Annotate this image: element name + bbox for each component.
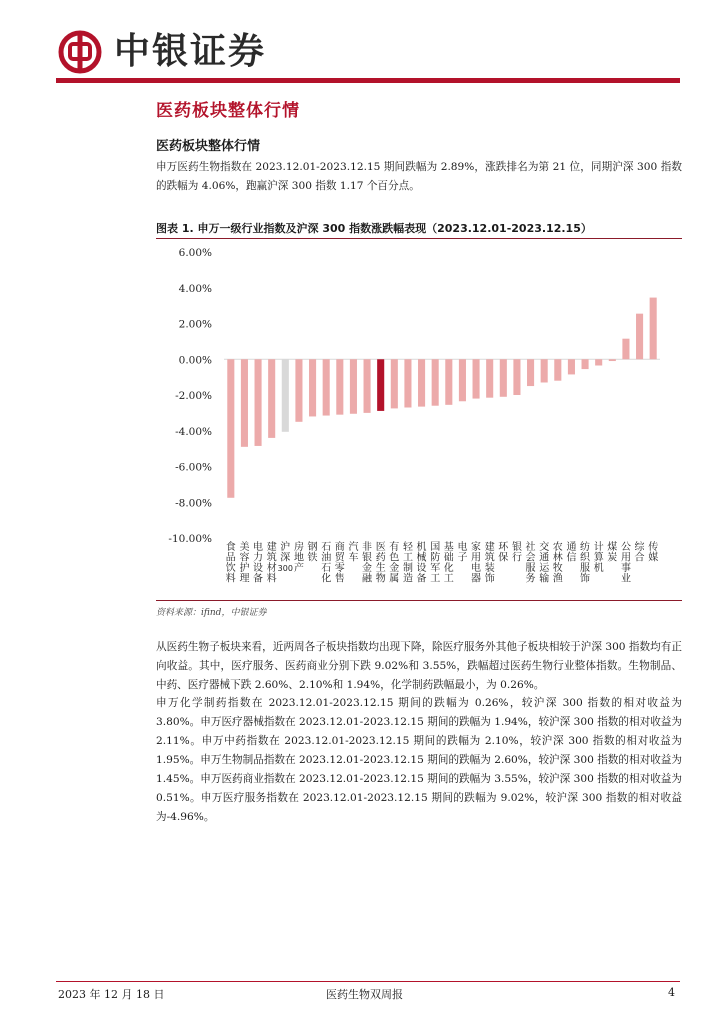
bar-交通运输	[541, 359, 548, 382]
bar-钢铁	[309, 359, 316, 416]
brand-logo	[58, 30, 266, 74]
bar-有色金属	[391, 359, 398, 408]
footer-date: 2023 年 12 月 18 日	[58, 988, 165, 1001]
page-number: 4	[668, 986, 675, 999]
bar-社会服务	[527, 359, 534, 386]
x-tick-label: 有色金属	[389, 542, 400, 585]
x-tick-label: 计算机	[593, 542, 604, 574]
bar-chart	[156, 240, 682, 598]
x-tick-label: 传媒	[648, 542, 659, 564]
x-tick-label: 汽车	[348, 542, 359, 564]
x-tick-label: 石油石化	[321, 542, 332, 585]
figure-source: 资料来源：ifind，中银证券	[156, 608, 267, 618]
y-tick-label: 6.00%	[178, 247, 212, 259]
logo-text: 中银证券	[114, 31, 267, 72]
x-tick-label: 环保	[498, 542, 509, 564]
y-tick-label: -2.00%	[175, 390, 212, 402]
paragraph-subsector: 从医药生物子板块来看，近两周各子板块指数均出现下降，除医疗服务外其他子板块相较于沪深 300 指数均有正向收益。其中，医疗服务、医药商业分别下跌 9.02%和 3.55%，跌幅超过医药生物行业整体指数。生物制品、中药、医疗器械下跌 2.60%、2.10%和 1.94%，化学制药跌幅最小，为 0.26%。	[156, 641, 682, 691]
x-tick-label: 综合	[634, 542, 645, 564]
bar-食品饮料	[227, 359, 234, 498]
figure-bottom-rule	[156, 600, 682, 601]
bar-综合	[636, 314, 643, 360]
x-tick-label: 医药生物	[375, 542, 386, 585]
bar-美容护理	[241, 359, 248, 447]
bar-汽车	[350, 359, 357, 414]
x-tick-label: 钢铁	[307, 542, 318, 564]
bar-通信	[568, 359, 575, 374]
y-tick-label: -4.00%	[175, 425, 212, 438]
bar-机械设备	[418, 359, 425, 406]
y-tick-label: -8.00%	[175, 497, 212, 510]
x-tick-label: 银行	[511, 542, 522, 564]
bar-家用电器	[473, 359, 480, 398]
bar-建筑装饰	[486, 359, 493, 397]
x-tick-label: 电力设备	[253, 542, 264, 585]
bar-银行	[513, 359, 520, 395]
paragraph-summary: 申万医药生物指数在 2023.12.01-2023.12.15 期间跌幅为 2.89%，涨跌排名为第 21 位，同期沪深 300 指数的跌幅为 4.06%，跑赢沪深 300 指数 1.17 个百分点。	[156, 161, 682, 192]
bar-电子	[459, 359, 466, 401]
x-tick-label: 家用电器	[471, 542, 482, 585]
x-tick-label: 建筑材料	[266, 542, 277, 585]
y-tick-label: -6.00%	[175, 461, 212, 474]
y-tick-label: 0.00%	[178, 354, 212, 367]
section-title: 医药板块整体行情	[156, 101, 300, 121]
y-tick-label: 2.00%	[178, 318, 212, 331]
x-tick-label: 社会服务	[525, 542, 536, 585]
x-tick-label: 通信	[566, 542, 577, 564]
y-tick-label: -10.00%	[168, 533, 212, 545]
x-tick-label: 机械设备	[416, 542, 427, 585]
x-tick-label: 电子	[457, 542, 468, 564]
bar-电力设备	[255, 359, 262, 446]
bar-计算机	[595, 359, 602, 365]
x-tick-label: 沪深 300	[277, 542, 293, 573]
sub-title: 医药板块整体行情	[156, 139, 261, 154]
bar-纺织服饰	[582, 359, 589, 369]
bar-公用事业	[622, 339, 629, 360]
bar-农林牧渔	[554, 359, 561, 380]
bar-建筑材料	[268, 359, 275, 438]
x-tick-label: 轻工制造	[402, 542, 413, 585]
x-tick-label: 房地产	[293, 542, 304, 574]
x-tick-label: 建筑装饰	[484, 542, 495, 585]
x-tick-label: 公用事业	[620, 542, 631, 585]
bar-医药生物	[377, 359, 384, 411]
bar-轻工制造	[404, 359, 411, 407]
bank-of-china-logo-icon	[58, 30, 102, 74]
x-tick-label: 农林牧渔	[552, 542, 563, 585]
bar-商贸零售	[336, 359, 343, 414]
header-rule	[56, 78, 680, 83]
bar-沪深300	[282, 359, 289, 432]
x-tick-label: 煤炭	[607, 542, 618, 564]
bar-非银金融	[364, 359, 371, 413]
bar-传媒	[650, 298, 657, 360]
y-tick-label: 4.00%	[178, 282, 212, 295]
chart-category-labels	[226, 540, 658, 585]
x-tick-label: 非银金融	[362, 542, 373, 585]
x-tick-label: 纺织服饰	[580, 542, 591, 585]
x-tick-label: 食品饮料	[225, 542, 236, 585]
paragraph-subsector-detail: 申万化学制药指数在 2023.12.01-2023.12.15 期间的跌幅为 0.26%，较沪深 300 指数的相对收益为 3.80%。申万医疗器械指数在 2023.12.01-2023.12.15 期间的跌幅为 1.94%，较沪深 300 指数的相对收益为 2.11%。申万中药指数在 2023.12.01-2023.12.15 期间的跌幅为 2.10%，较沪深 300 指数的相对收益为 1.95%。申万生物制品指数在 2023.12.01-2023.12.15 期间的跌幅为 2.60%，较沪深 300 指数的相对收益为 1.45%。申万医药商业指数在 2023.12.01-2023.12.15 期间的跌幅为 3.55%，较沪深 300 指数的相对收益为 0.51%。申万医疗服务指数在 2023.12.01-2023.12.15 期间的跌幅为 9.02%，较沪深 300 指数的相对收益为-4.96%。	[156, 697, 682, 823]
bar-煤炭	[609, 359, 616, 361]
x-tick-label: 基础化工	[443, 542, 454, 585]
x-tick-label: 交通运输	[539, 542, 550, 585]
x-tick-label: 国防军工	[430, 542, 441, 585]
footer-report-name: 医药生物双周报	[326, 988, 403, 1001]
figure-top-rule	[156, 238, 682, 239]
bar-房地产	[295, 359, 302, 422]
footer-rule	[56, 981, 680, 982]
bar-环保	[500, 359, 507, 397]
chart-bars	[227, 298, 656, 498]
bar-基础化工	[445, 359, 452, 405]
figure-title: 图表 1. 申万一级行业指数及沪深 300 指数涨跌幅表现（2023.12.01-2023.12.15）	[156, 222, 592, 235]
x-tick-label: 商贸零售	[334, 542, 345, 585]
x-tick-label: 美容护理	[239, 542, 250, 585]
bar-石油石化	[323, 359, 330, 415]
bar-国防军工	[432, 359, 439, 405]
